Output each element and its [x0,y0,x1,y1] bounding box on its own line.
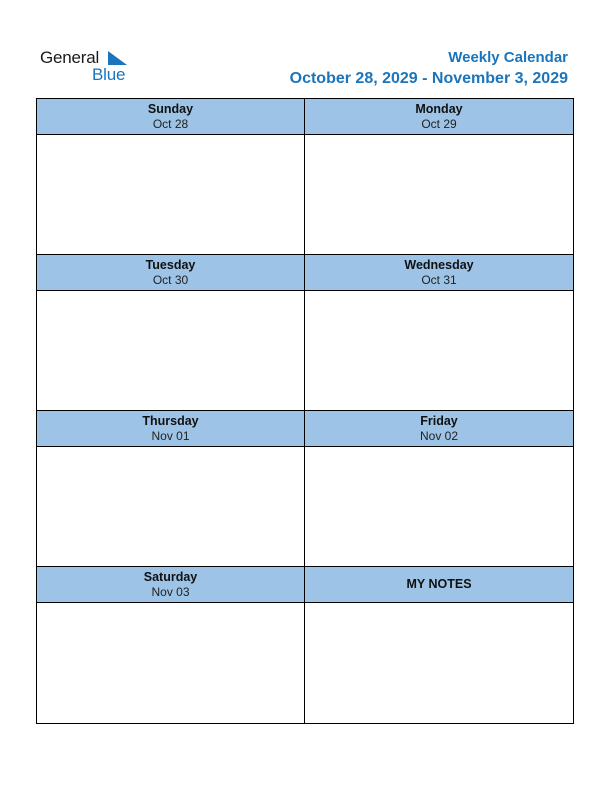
day-cell-tuesday [37,255,305,411]
day-body[interactable] [305,135,573,254]
day-name: Tuesday [145,258,196,272]
logo-text-general: General [40,48,100,67]
header [290,48,568,89]
day-name: Saturday [143,570,198,584]
notes-body[interactable] [305,603,573,723]
day-body[interactable] [37,291,304,410]
day-header [305,411,573,447]
day-header [37,411,304,447]
day-header [37,99,304,135]
day-cell-friday [305,411,573,567]
day-cell-wednesday [305,255,573,411]
date-range: October 28, 2029 - November 3, 2029 [289,70,568,87]
day-name: Thursday [142,414,199,428]
day-name: Monday [415,102,463,116]
page-title: Weekly Calendar [448,49,568,66]
day-date: Nov 03 [151,585,190,599]
day-cell-saturday [37,567,305,723]
day-cell-thursday [37,411,305,567]
day-header [305,255,573,291]
generalblue-logo [40,48,140,88]
day-name: Sunday [147,102,194,116]
day-date: Oct 29 [421,117,457,131]
day-name: Wednesday [404,258,474,272]
day-header [37,255,304,291]
day-date: Oct 31 [421,273,457,287]
day-cell-sunday [37,99,305,255]
calendar-grid [36,98,574,724]
day-date: Oct 28 [152,117,189,131]
day-header [37,567,304,603]
logo-triangle-icon [108,51,127,65]
day-body[interactable] [37,447,304,566]
day-date: Oct 30 [152,273,189,287]
day-body[interactable] [305,291,573,410]
day-cell-monday [305,99,573,255]
day-body[interactable] [305,447,573,566]
day-date: Nov 01 [151,429,190,443]
day-body[interactable] [37,135,304,254]
notes-label: MY NOTES [406,577,472,591]
notes-cell [305,567,573,723]
logo-text-blue: Blue [92,65,126,84]
day-name: Friday [420,414,458,428]
day-date: Nov 02 [419,429,459,443]
day-body[interactable] [37,603,304,723]
notes-header [305,567,573,603]
day-header [305,99,573,135]
